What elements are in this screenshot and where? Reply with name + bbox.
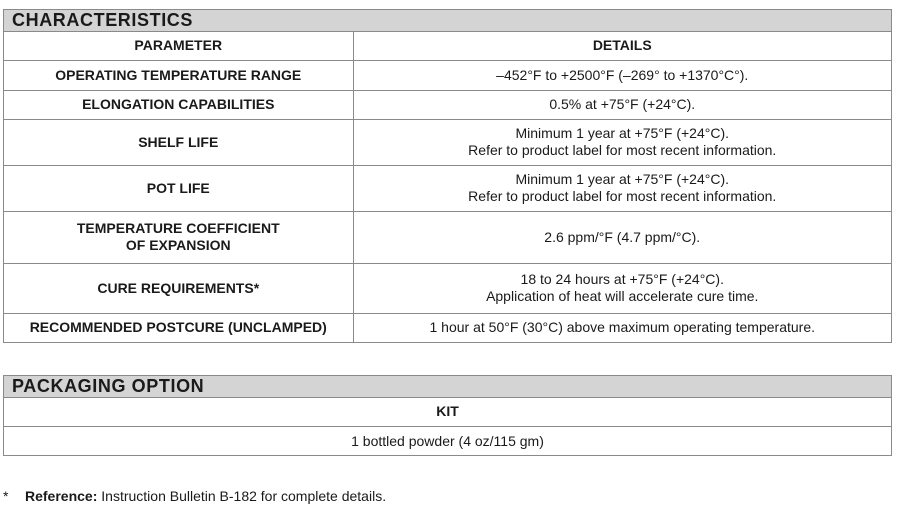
- detail-temperature-coefficient: 2.6 ppm/°F (4.7 ppm/°C).: [353, 211, 891, 263]
- footnote-marker: *: [3, 488, 9, 504]
- table-header-row: [4, 398, 891, 426]
- table-row: [4, 60, 891, 90]
- detail-cure-requirements: 18 to 24 hours at +75°F (+24°C). Application of heat will accelerate cure time.: [353, 263, 891, 313]
- detail-elongation: 0.5% at +75°F (+24°C).: [353, 90, 891, 119]
- details-header: DETAILS: [592, 37, 652, 54]
- kit-header: KIT: [436, 403, 459, 420]
- characteristics-table: [4, 32, 891, 342]
- footnote-label: Reference:: [25, 488, 98, 504]
- param-temperature-coefficient: TEMPERATURE COEFFICIENT OF EXPANSION: [4, 211, 353, 263]
- packaging-table: [4, 398, 891, 456]
- param-pot-life: POT LIFE: [4, 165, 353, 211]
- param-operating-temperature: OPERATING TEMPERATURE RANGE: [4, 60, 353, 90]
- table-row: [4, 313, 891, 342]
- table-row: [4, 165, 891, 211]
- footnote-text: Instruction Bulletin B-182 for complete details.: [97, 488, 387, 504]
- table-row: [4, 263, 891, 313]
- detail-operating-temperature: –452°F to +2500°F (–269° to +1370°C°).: [353, 60, 891, 90]
- parameter-header: PARAMETER: [4, 32, 353, 60]
- table-header-row: [4, 32, 891, 60]
- characteristics-panel: [3, 9, 892, 343]
- param-elongation: ELONGATION CAPABILITIES: [4, 90, 353, 119]
- param-cure-requirements: CURE REQUIREMENTS*: [4, 263, 353, 313]
- detail-shelf-life: Minimum 1 year at +75°F (+24°C). Refer to product label for most recent information.: [353, 119, 891, 165]
- table-row: [4, 90, 891, 119]
- detail-pot-life: Minimum 1 year at +75°F (+24°C). Refer to product label for most recent information.: [353, 165, 891, 211]
- param-shelf-life: SHELF LIFE: [4, 119, 353, 165]
- footnote: [3, 488, 386, 505]
- packaging-panel: [3, 375, 892, 456]
- kit-value: 1 bottled powder (4 oz/115 gm): [4, 426, 891, 456]
- table-row: [4, 119, 891, 165]
- packaging-title: PACKAGING OPTION: [4, 376, 891, 398]
- table-row: [4, 211, 891, 263]
- detail-recommended-postcure: 1 hour at 50°F (30°C) above maximum operating temperature.: [353, 313, 891, 342]
- param-recommended-postcure: RECOMMENDED POSTCURE (UNCLAMPED): [4, 313, 353, 342]
- table-row: [4, 426, 891, 456]
- characteristics-title: CHARACTERISTICS: [4, 10, 891, 32]
